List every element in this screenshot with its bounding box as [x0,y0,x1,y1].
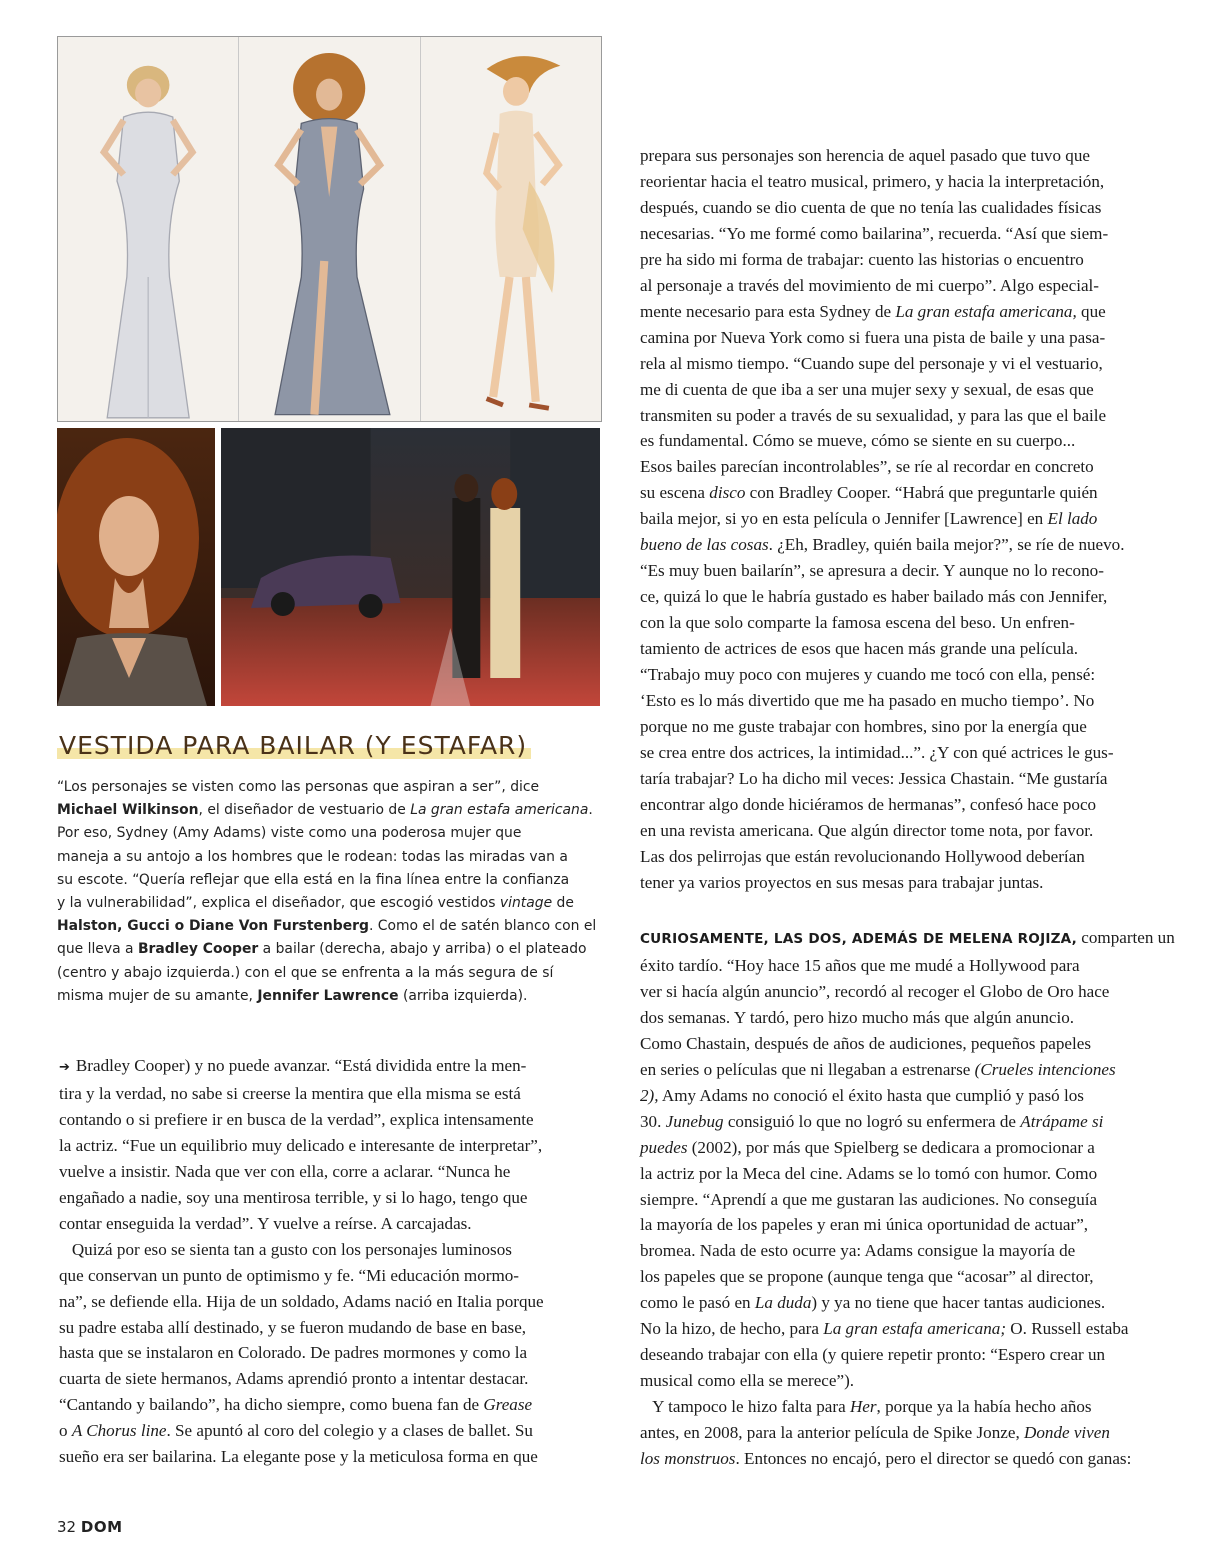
text-segment: Halston, Gucci o Diane Von Furstenberg [57,918,369,935]
text-line [640,480,1165,506]
text-line [640,953,1165,979]
text-line [57,799,602,822]
page-number: 32 [57,1518,77,1536]
text-segment: puedes [640,1137,688,1157]
text-line [640,818,1165,844]
text-segment: Junebug [665,1111,724,1131]
text-line [640,169,1165,195]
text-segment: siempre. “Aprendí a que me gustaran las audiciones. No conseguía [640,1189,1098,1209]
text-line [59,1315,604,1341]
text-segment: que conservan un punto de optimismo y fe. “Mi educación mormo- [59,1265,519,1285]
text-line [640,558,1165,584]
text-line [640,1109,1165,1135]
text-segment: en una revista americana. Que algún director tome nota, por favor. [640,820,1094,840]
text-segment: transmiten su poder a través de su sexualidad, y para las que el baile [640,405,1107,425]
text-line [57,776,602,799]
text-segment: (arriba izquierda). [398,987,528,1004]
text-line [640,247,1165,273]
text-segment: éxito tardío. “Hoy hace 15 años que me mudé a Hollywood para [640,955,1080,975]
text-segment: con Bradley Cooper. “Habrá que preguntarle quién [745,483,1098,503]
text-segment: con la que solo comparte la famosa escena del beso. Un enfren- [640,613,1075,633]
costume-sketch-sheer-dress [421,37,601,421]
text-line [640,925,1175,953]
text-line [640,1031,1165,1057]
text-segment: pre ha sido mi forma de trabajar: cuento las historias o encuentro [640,249,1084,269]
sketch-silver-gown-art [239,37,419,421]
text-segment: vuelve a insistir. Nada que ver con ella, corre a aclarar. “Nunca he [59,1161,511,1181]
text-line [640,1135,1165,1161]
text-line [640,221,1165,247]
text-line [640,1238,1165,1264]
text-line [640,610,1165,636]
text-segment: , porque ya la había hecho años [876,1397,1092,1417]
text-line [57,892,602,915]
text-segment: O. Russell estaba [1006,1319,1129,1339]
text-segment: ) y ya no tiene que hacer tantas audiciones. [811,1293,1106,1313]
text-segment: reorientar hacia el teatro musical, primero, y hacia la interpretación, [640,171,1105,191]
text-segment: después, cuando se dio cuenta de que no tenía las cualidades físicas [640,197,1102,217]
text-line [59,1053,604,1081]
text-line [640,870,1165,896]
photo-street-scene [221,428,600,706]
text-segment: A Chorus line [71,1421,167,1441]
text-line [59,1133,604,1159]
text-segment: Por eso, Sydney (Amy Adams) viste como una poderosa mujer que [57,825,522,842]
text-line [59,1185,604,1211]
text-line [640,195,1165,221]
text-line [59,1211,604,1237]
text-segment: en series o películas que ni llegaban a estrenarse [640,1059,975,1079]
text-segment: porque no me guste trabajar con hombres, sino por la energía que [640,716,1087,736]
photo-amy-adams-portrait [57,428,215,706]
text-segment: los monstruos [640,1449,736,1469]
text-line [59,1081,604,1107]
article-column-right-bottom [640,925,1175,1472]
text-segment: (centro y abajo izquierda.) con el que se enfrenta a la más segura de sí [57,964,554,981]
text-line [640,428,1165,454]
text-line [59,1366,604,1392]
text-segment: como le pasó en [640,1293,755,1313]
text-segment: a bailar (derecha, abajo y arriba) o el plateado [258,941,587,958]
text-segment: No la hizo, de hecho, para [640,1319,824,1339]
text-segment: engañado a nadie, soy una mentirosa terrible, y si lo hago, tengo que [59,1187,528,1207]
text-segment: misma mujer de su amante, [57,987,258,1004]
text-segment: disco [709,483,746,503]
text-segment: Y tampoco le hizo falta para [640,1397,850,1417]
lead-in-caps: CURIOSAMENTE, LAS DOS, ADEMÁS DE MELENA ROJIZA, [640,931,1077,947]
text-segment: es fundamental. Cómo se mueve, cómo se siente en su cuerpo... [640,431,1076,451]
text-line [57,938,602,961]
text-line [59,1159,604,1185]
text-segment: camina por Nueva York como si fuera una pista de baile y una pasa- [640,327,1106,347]
text-line [57,962,602,985]
text-segment: rela al mismo tiempo. “Cuando supe del personaje y vi el vestuario, [640,353,1103,373]
text-segment: Grease [483,1395,533,1415]
text-segment: tamiento de actrices de esos que hacen más grande una película. [640,639,1079,659]
text-line [640,506,1165,532]
text-segment: “Trabajo muy poco con mujeres y cuando me tocó con ella, pensé: [640,665,1096,685]
text-segment: Amy Adams no conoció el éxito hasta que cumplió y pasó los [658,1085,1084,1105]
text-line [640,1368,1165,1394]
text-segment: tira y la verdad, no sabe si creerse la mentira que ella misma se está [59,1083,521,1103]
text-segment: al personaje a través del movimiento de mi cuerpo”. Algo especial- [640,275,1099,295]
text-segment: 30. [640,1111,666,1131]
text-segment: Her [849,1397,877,1417]
text-segment: y la vulnerabilidad”, explica el diseñador, que escogió vestidos [57,895,500,912]
text-segment: Donde viven [1024,1423,1110,1443]
text-segment: Atrápame si [1020,1111,1104,1131]
text-segment: La gran estafa americana [410,802,589,819]
text-segment: Michael Wilkinson [57,802,199,819]
article-column-left [59,1053,604,1470]
text-segment: su escena [640,483,710,503]
text-segment: prepara sus personajes son herencia de aquel pasado que tuvo que [640,146,1090,165]
text-line [640,351,1165,377]
text-segment: , el diseñador de vestuario de [198,802,411,819]
text-line [640,979,1165,1005]
text-segment: Jennifer Lawrence [257,987,399,1004]
text-line [640,662,1165,688]
text-segment: Bradley Cooper) y no puede avanzar. “Está dividida entre la men- [75,1056,527,1075]
text-line [640,325,1165,351]
text-segment: (Crueles intenciones [974,1059,1116,1079]
text-segment: . Como el de satén blanco con el [368,918,597,935]
continued-arrow-icon: ➔ [59,1060,70,1075]
text-segment: hasta que se instalaron en Colorado. De padres mormones y como la [59,1343,528,1363]
text-line [640,766,1165,792]
text-line [640,1057,1165,1083]
text-segment: dos semanas. Y tardó, pero hizo mucho más que algún anuncio. [640,1007,1075,1027]
text-segment: na”, se defiende ella. Hija de un soldado, Adams nació en Italia porque [59,1291,544,1311]
photo-row [57,428,600,706]
text-segment: su escote. “Quería reflejar que ella está en la fina línea entre la confianza [57,871,570,888]
sidebar-title-text: VESTIDA PARA BAILAR (Y ESTAFAR) [57,731,531,760]
text-segment: . Entonces no encajó, pero el director se quedó con ganas: [735,1449,1132,1469]
text-line [640,377,1165,403]
text-line [59,1340,604,1366]
text-line [640,299,1165,325]
text-line [640,1446,1165,1472]
text-line [640,714,1165,740]
sidebar-body [57,776,602,1008]
text-line [640,273,1165,299]
text-segment: la mayoría de los papeles y eran mi única oportunidad de actuar”, [640,1215,1089,1235]
text-segment: vintage [499,895,553,912]
text-segment: consiguió lo que no logró su enfermera de [723,1111,1021,1131]
text-segment: ce, quizá lo que le habría gustado es haber bailado más con Jennifer, [640,587,1108,607]
text-line [640,792,1165,818]
text-line [640,1161,1165,1187]
text-segment: . Se apuntó al coro del colegio y a clases de ballet. Su [166,1421,533,1441]
text-line [640,1005,1165,1031]
text-segment: sueño era ser bailarina. La elegante pose y la meticulosa forma en que [59,1447,538,1467]
magazine-name: DOM [80,1518,123,1536]
text-line [640,1212,1165,1238]
text-line [640,1394,1165,1420]
text-line [640,1187,1165,1213]
text-line [640,1290,1165,1316]
text-segment: ver si hacía algún anuncio”, recordó al recoger el Globo de Oro hace [640,981,1110,1001]
text-line [640,584,1165,610]
sketch-white-gown-art [58,37,238,421]
text-line [640,1316,1165,1342]
text-segment: 2), [640,1085,659,1105]
text-line [59,1289,604,1315]
text-segment: me di cuenta de que iba a ser una mujer sexy y sexual, de esas que [640,379,1094,399]
text-segment: cuarta de siete hermanos, Adams aprendió pronto a intentar destacar. [59,1369,529,1389]
text-segment: la actriz. “Fue un equilibrio muy delicado e interesante de interpretar”, [59,1135,543,1155]
text-line [57,869,602,892]
text-segment: contar enseguida la verdad”. Y vuelve a reírse. A carcajadas. [59,1213,472,1233]
text-segment: Como Chastain, después de años de audiciones, pequeños papeles [640,1033,1091,1053]
text-segment: mente necesario para esta Sydney de [640,301,896,321]
text-line [640,688,1165,714]
text-line [59,1444,604,1470]
text-segment: (2002), por más que Spielberg se dedicara a promocionar a [687,1137,1095,1157]
article-column-right-top [640,143,1165,896]
costume-sketch-silver-gown [239,37,420,421]
text-segment: El lado [1047,509,1098,529]
text-segment: baila mejor, si yo en esta película o Jennifer [Lawrence] en [640,509,1048,529]
text-segment: contando o si prefiere ir en busca de la verdad”, explica intensamente [59,1109,534,1129]
text-line [640,1264,1165,1290]
text-line [57,985,602,1008]
sidebar-title [57,731,531,760]
text-segment: . ¿Eh, Bradley, quién baila mejor?”, se ríe de nuevo. [768,535,1125,555]
text-segment: la actriz por la Meca del cine. Adams se lo tomó con humor. Como [640,1163,1098,1183]
text-segment: que [1076,301,1106,321]
text-segment: comparten un [1076,928,1175,947]
text-line [640,1420,1165,1446]
text-segment: “Cantando y bailando”, ha dicho siempre, como buena fan de [59,1395,484,1415]
text-line [59,1107,604,1133]
text-segment: o [59,1421,72,1441]
text-line [640,403,1165,429]
text-segment: deseando trabajar con ella (y quiere repetir pronto: “Espero crear un [640,1345,1106,1365]
text-line [640,844,1165,870]
text-segment: antes, en 2008, para la anterior película de Spike Jonze, [640,1423,1024,1443]
text-line [57,915,602,938]
text-segment: los papeles que se propone (aunque tenga que “acosar” al director, [640,1267,1094,1287]
text-segment: . [588,802,593,819]
text-segment: “Los personajes se visten como las personas que aspiran a ser”, dice [57,779,540,795]
text-line [640,1083,1165,1109]
text-segment: “Es muy buen bailarín”, se apresura a decir. Y aunque no lo recono- [640,561,1104,581]
text-line [640,532,1165,558]
text-segment: bromea. Nada de esto ocurre ya: Adams consigue la mayoría de [640,1241,1076,1261]
text-segment: bueno de las cosas [640,535,769,555]
text-line [59,1263,604,1289]
text-segment: Quizá por eso se sienta tan a gusto con los personajes luminosos [59,1239,512,1259]
costume-sketches-strip [57,36,602,422]
text-segment: Esos bailes parecían incontrolables”, se ríe al recordar en concreto [640,457,1094,477]
text-segment: se crea entre dos actrices, la intimidad...”. ¿Y con qué actrices le gus- [640,742,1114,762]
text-segment: su padre estaba allí destinado, y se fueron mudando de base en base, [59,1317,527,1337]
text-segment: encontrar algo donde hiciéramos de hermanas”, confesó hace poco [640,794,1097,814]
text-segment: taría trabajar? Lo ha dicho mil veces: Jessica Chastain. “Me gustaría [640,768,1108,788]
text-line [59,1392,604,1418]
street-scene-art [221,428,600,706]
text-line [640,740,1165,766]
portrait-art [57,428,215,706]
text-segment: que lleva a [57,941,138,958]
text-line [640,454,1165,480]
text-line [640,143,1165,169]
text-segment: necesarias. “Yo me formé como bailarina”, recuerda. “Así que siem- [640,223,1109,243]
text-segment: Bradley Cooper [137,941,259,958]
page-folio [57,1518,123,1536]
text-segment: tener ya varios proyectos en sus mesas para trabajar juntas. [640,872,1044,892]
text-line [59,1418,604,1444]
text-segment: ‘Esto es lo más divertido que me ha pasado en mucho tiempo’. No [640,691,1095,711]
costume-sketch-white-gown [58,37,239,421]
text-segment: La gran estafa americana, [895,301,1077,321]
text-segment: musical como ella se merece”). [640,1371,855,1391]
text-line [640,1342,1165,1368]
text-segment: maneja a su antojo a los hombres que le rodean: todas las miradas van a [57,848,568,865]
text-segment: Las dos pelirrojas que están revolucionando Hollywood deberían [640,846,1085,866]
text-segment: de [552,895,574,912]
text-line [57,822,602,845]
text-line [640,636,1165,662]
text-segment: La gran estafa americana; [823,1319,1007,1339]
text-line [59,1237,604,1263]
text-line [57,846,602,869]
sketch-sheer-dress-art [421,37,601,421]
text-segment: La duda [754,1293,812,1313]
